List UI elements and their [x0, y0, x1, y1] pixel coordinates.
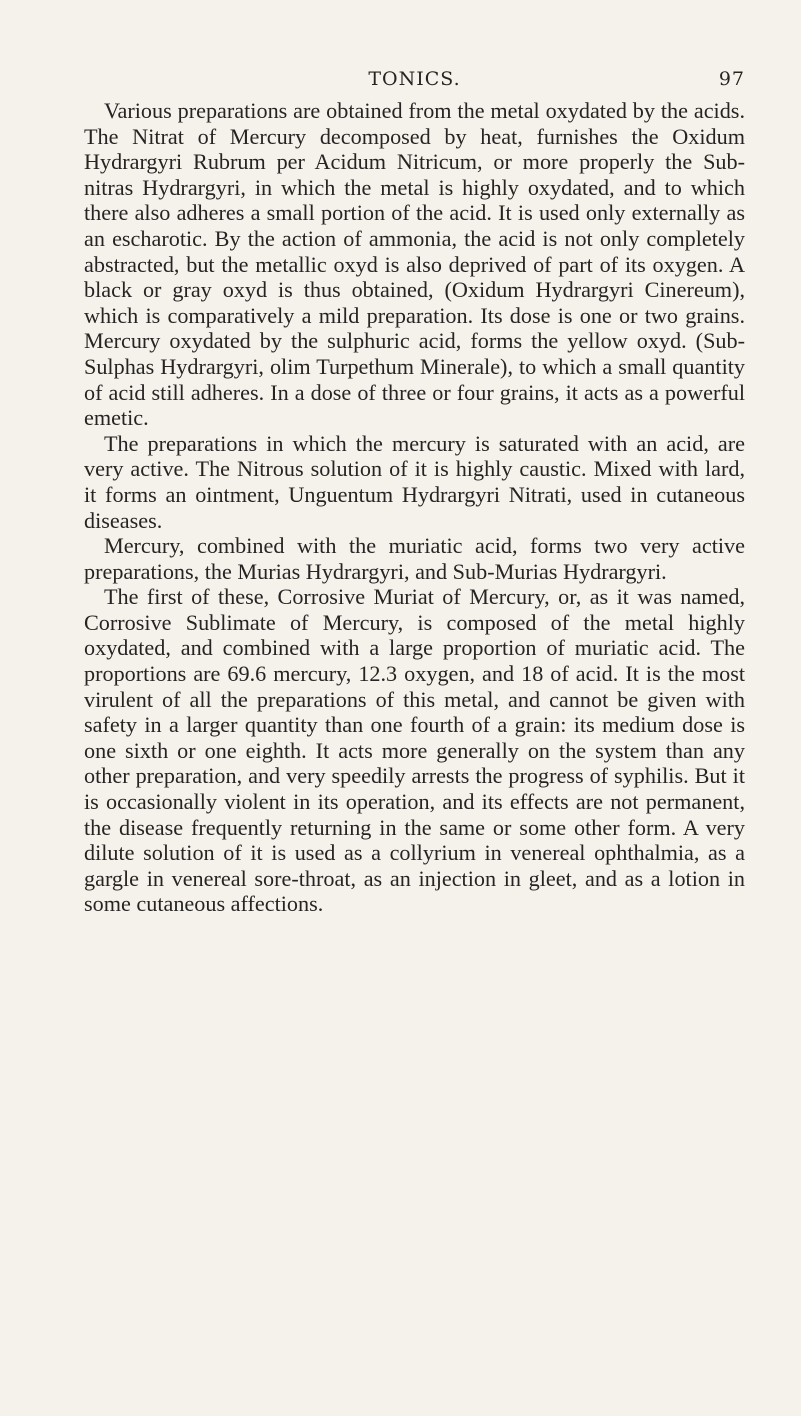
body-text: [84, 98, 745, 917]
page-number: 97: [718, 68, 745, 90]
running-head: [84, 68, 745, 98]
paragraph-saturated-preparations: The preparations in which the mercury is saturated with an acid, are very active. The Nitrous solution of it is highly caustic. Mixed with lard, it forms an ointment, Unguentum Hydrargyri Nitrati, used in cutaneous diseases.: [84, 430, 745, 533]
paragraph-muriatic-combinations: Mercury, combined with the muriatic acid, forms two very active preparations, the Murias Hydrargyri, and Sub-Murias Hydrargyri.: [84, 533, 745, 584]
running-title: TONICS.: [368, 68, 461, 90]
paragraph-corrosive-muriat: The first of these, Corrosive Muriat of Mercury, or, as it was named, Corrosive Sublimate of Mercury, is composed of the metal highly oxydated, and combined with a large proportion of muriatic acid. The proportions are 69.6 mercury, 12.3 oxygen, and 18 of acid. It is the most virulent of all the preparations of this metal, and cannot be given with safety in a larger quantity than one fourth of a grain: its medium dose is one sixth or one eighth. It acts more generally on the system than any other preparation, and very speedily arrests the progress of syphilis. But it is occasionally violent in its operation, and its effects are not permanent, the disease frequently returning in the same or some other form. A very dilute solution of it is used as a collyrium in venereal ophthalmia, as a gargle in venereal sore-throat, as an injection in gleet, and as a lotion in some cutaneous affections.: [84, 584, 745, 917]
paragraph-oxydated-preparations: Various preparations are obtained from the metal oxydated by the acids. The Nitrat of Mercury decomposed by heat, furnishes the Oxidum Hydrargyri Rubrum per Acidum Nitricum, or more properly the Sub-nitras Hydrargyri, in which the metal is highly oxydated, and to which there also adheres a small portion of the acid. It is used only externally as an escharotic. By the action of ammonia, the acid is not only completely abstracted, but the metallic oxyd is also deprived of part of its oxygen. A black or gray oxyd is thus obtained, (Oxidum Hydrargyri Cinereum), which is comparatively a mild preparation. Its dose is one or two grains. Mercury oxydated by the sulphuric acid, forms the yellow oxyd. (Sub-Sulphas Hydrargyri, olim Turpethum Minerale), to which a small quantity of acid still adheres. In a dose of three or four grains, it acts as a powerful emetic.: [84, 98, 745, 431]
